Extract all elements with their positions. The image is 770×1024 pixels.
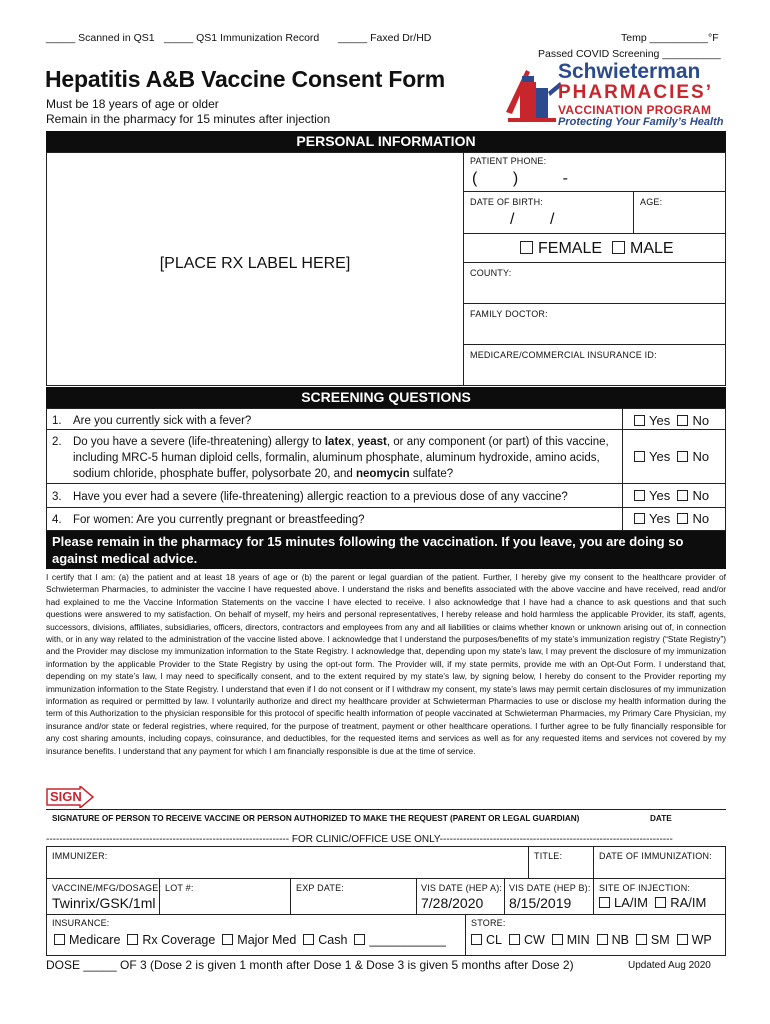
covid-screening-field[interactable]: Passed COVID Screening __________ <box>538 48 721 60</box>
store-min-checkbox[interactable] <box>552 934 563 945</box>
insurance-options: Medicare Rx Coverage Major Med Cash ___________ <box>54 933 446 947</box>
store-label: STORE: <box>471 918 506 928</box>
store-sm-checkbox[interactable] <box>636 934 647 945</box>
q4-no-checkbox[interactable] <box>677 513 688 524</box>
store-wp-checkbox[interactable] <box>677 934 688 945</box>
age-label: AGE: <box>640 197 663 207</box>
site-label: SITE OF INJECTION: <box>599 883 691 893</box>
q1-answer: Yes No <box>634 413 709 428</box>
q3-answer: Yes No <box>634 488 709 503</box>
rx-coverage-checkbox[interactable] <box>127 934 138 945</box>
store-options: CL CW MIN NB SM WP <box>471 933 712 947</box>
q1-yes-checkbox[interactable] <box>634 415 645 426</box>
date-of-immunization-label: DATE OF IMMUNIZATION: <box>599 851 712 861</box>
male-checkbox[interactable] <box>612 241 625 254</box>
store-nb-checkbox[interactable] <box>597 934 608 945</box>
q2-number: 2. <box>52 436 62 448</box>
patient-phone-label: PATIENT PHONE: <box>470 156 547 166</box>
syringe-flag-icon <box>500 62 564 128</box>
site-ra-checkbox[interactable] <box>655 897 666 908</box>
screening-heading: SCREENING QUESTIONS <box>46 387 726 408</box>
wait-requirement: Remain in the pharmacy for 15 minutes after injection <box>46 112 331 126</box>
family-doctor-field[interactable] <box>464 321 724 343</box>
exp-date-label: EXP DATE: <box>296 883 344 893</box>
female-checkbox[interactable] <box>520 241 533 254</box>
dob-field[interactable]: / / <box>510 211 555 228</box>
store-cw-checkbox[interactable] <box>509 934 520 945</box>
logo-tagline: Protecting Your Family’s Health <box>558 116 724 128</box>
q3-yes-checkbox[interactable] <box>634 490 645 501</box>
immunization-record-check[interactable]: _____ QS1 Immunization Record <box>164 32 320 44</box>
q3-no-checkbox[interactable] <box>677 490 688 501</box>
q4-answer: Yes No <box>634 511 709 526</box>
county-label: COUNTY: <box>470 268 512 278</box>
q3-number: 3. <box>52 491 62 503</box>
form-title: Hepatitis A&B Vaccine Consent Form <box>45 66 446 92</box>
scanned-check[interactable]: _____ Scanned in QS1 <box>46 32 155 44</box>
female-option[interactable]: FEMALE <box>520 240 602 258</box>
stay-notice: Please remain in the pharmacy for 15 minutes following the vaccination. If you leave, you are doing so against medical advice. <box>46 531 726 569</box>
cash-checkbox[interactable] <box>303 934 314 945</box>
vis-hep-b-value[interactable]: 8/15/2019 <box>509 895 572 911</box>
major-med-checkbox[interactable] <box>222 934 233 945</box>
q2-text: Do you have a severe (life-threatening) allergy to latex, yeast, or any component (or part) of this vaccine, including MRC-5 human diploid cells, formalin, aluminum phosphate, aluminum hydroxide, amino acids, sodium chloride, phosphate buffer, polysorbate 20, and neomycin sulfate? <box>73 436 609 480</box>
site-la-checkbox[interactable] <box>599 897 610 908</box>
other-insurance-checkbox[interactable] <box>354 934 365 945</box>
title-label: TITLE: <box>534 851 563 861</box>
family-doctor-label: FAMILY DOCTOR: <box>470 309 548 319</box>
county-field[interactable] <box>464 280 724 302</box>
dob-label: DATE OF BIRTH: <box>470 197 543 207</box>
personal-info-heading: PERSONAL INFORMATION <box>46 131 726 152</box>
q4-number: 4. <box>52 514 62 526</box>
date-label: DATE <box>650 814 672 823</box>
vis-hep-a-label: VIS DATE (HEP A): <box>421 883 503 893</box>
age-requirement: Must be 18 years of age or older <box>46 97 219 111</box>
q4-text: For women: Are you currently pregnant or breastfeeding? <box>73 514 365 526</box>
immunizer-label: IMMUNIZER: <box>52 851 108 861</box>
logo-schwieterman: Schwieterman <box>558 60 701 83</box>
age-field[interactable] <box>634 210 724 230</box>
medicare-checkbox[interactable] <box>54 934 65 945</box>
vaccine-value[interactable]: Twinrix/GSK/1ml <box>52 895 156 911</box>
rx-label-placeholder: [PLACE RX LABEL HERE] <box>159 255 351 272</box>
q2-yes-checkbox[interactable] <box>634 451 645 462</box>
logo-program: VACCINATION PROGRAM <box>558 103 712 117</box>
vis-hep-a-value[interactable]: 7/28/2020 <box>421 895 484 911</box>
insurance-label: INSURANCE: <box>52 918 110 928</box>
updated-date: Updated Aug 2020 <box>628 960 711 971</box>
q3-text: Have you ever had a severe (life-threatening) allergic reaction to a previous dose of any vaccine? <box>73 491 568 503</box>
q2-answer: Yes No <box>634 449 709 464</box>
temp-field[interactable]: Temp __________°F <box>621 32 719 44</box>
vis-hep-b-label: VIS DATE (HEP B): <box>509 883 591 893</box>
vaccine-label: VACCINE/MFG/DOSAGE: <box>52 883 162 893</box>
patient-phone-field[interactable]: ( ) - <box>472 170 568 187</box>
insurance-id-field[interactable] <box>464 362 724 384</box>
pharmacy-logo <box>500 60 730 128</box>
q4-yes-checkbox[interactable] <box>634 513 645 524</box>
clinic-divider: ------------------------------------------------------------------------- FOR CLINIC/OFFICE USE ONLY---------------------------------------------------------------------- <box>46 834 673 845</box>
logo-pharmacies: PHARMACIES’ <box>558 82 714 103</box>
faxed-check[interactable]: _____ Faxed Dr/HD <box>338 32 432 44</box>
dose-instructions: DOSE _____ OF 3 (Dose 2 is given 1 month after Dose 1 & Dose 3 is given 5 months after Dose 2) <box>46 958 574 972</box>
lot-label: LOT #: <box>165 883 194 893</box>
sign-tag: SIGN <box>46 786 94 808</box>
site-options: LA/IM RA/IM <box>599 895 706 910</box>
signature-label: SIGNATURE OF PERSON TO RECEIVE VACCINE OR PERSON AUTHORIZED TO MAKE THE REQUEST (PARENT OR LEGAL GUARDIAN) <box>52 814 580 823</box>
store-cl-checkbox[interactable] <box>471 934 482 945</box>
male-option[interactable]: MALE <box>612 240 674 258</box>
insurance-id-label: MEDICARE/COMMERCIAL INSURANCE ID: <box>470 350 657 360</box>
q1-text: Are you currently sick with a fever? <box>73 415 252 427</box>
consent-legal-text: I certify that I am: (a) the patient and at least 18 years of age or (b) the parent or legal guardian of the patient. Further, I hereby give my consent to the healthcare provider of Schwieterman Pharmacies, to administer the vaccine I have requested above. I understand the risks and benefits associated with the above vaccine and have received, read and/or had explained to me the Vaccine Information Statements on the vaccine I have elected to receive. I also acknowledge that I have had a chance to ask questions and that such questions were answered to my satisfaction. On behalf of myself, my heirs and personal representatives, I hereby release and hold harmless the applicable Provider, its staff, agents, successors, divisions, affiliates, subsidiaries, officers, directors, contractors and employees from any and all liabilities or claims whether known or unknown arising out of, in connection with, or in any way related to the administration of the vaccine listed above. I acknowledge that I understand the purposes/benefits of my state’s immunization registry (“State Registry”) and the Provider may disclose my immunization information to the State Registry. I acknowledge that, depending upon my state’s law, I may prevent the disclosure of my immunization information by the applicable Provider to the State Registry by using the opt-out form. The Provider will, if my state permits, provide me with an Opt-Out Form. I understand that, depending on my state’s law, I may need to specifically consent, and to the extent required by my state’s law, by signing below, I hereby do consent to the Provider reporting my immunization information to the State Registry. I understand that even if I do not consent or if I withdraw my consent, my state’s laws may permit certain disclosures of my immunization information as required or permitted by law. I voluntarily authorize and direct my healthcare provider at Schwieterman Pharmacies to use or disclose my health information during the term of this Authorization to the physician responsible for this protocol of specific health information of people vaccinated at Schwieterman Pharmacies, my Primary Care Physician, my insurance and/or state or federal registries, where required, for the purpose of treatment, payment or other healthcare operations. I further agree to be fully financially responsible for any cost sharing amounts, including copays, coinsurance, and deductibles, for the requested items and services as well as for any requested items and services not covered by my insurance benefits. I understand that any payment for which I am financially responsible is due at the time of service. <box>46 572 726 756</box>
q1-no-checkbox[interactable] <box>677 415 688 426</box>
q2-no-checkbox[interactable] <box>677 451 688 462</box>
signature-field[interactable] <box>96 793 566 809</box>
q1-number: 1. <box>52 415 62 427</box>
